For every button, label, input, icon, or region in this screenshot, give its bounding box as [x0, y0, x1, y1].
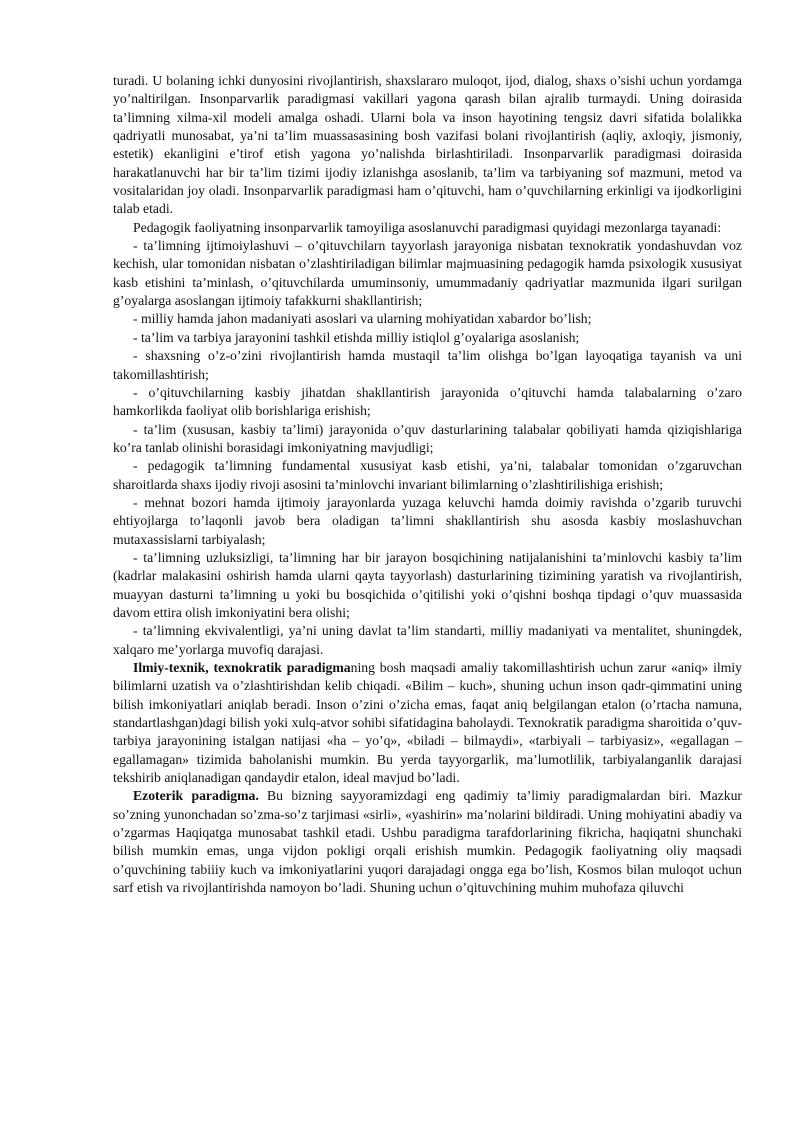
list-item: - milliy hamda jahon madaniyati asoslari va ularning mohiyatidan xabardor bo’lish; — [133, 311, 592, 327]
term-heading: Ilmiy-texnik, texnokratik paradigma — [133, 660, 351, 675]
list-item: - o’qituvchilarning kasbiy jihatdan shakllantirish jarayonida o’qituvchi hamda talabalarning o’zaro hamkorlikda faoliyat olib borishlariga erishish; — [113, 384, 742, 419]
paragraph-body: Bu bizning sayyoramizdagi eng qadimiy ta’limiy paradigmalardan biri. Mazkur so’zning yunonchadan so’zma-so’z tarjimasi «sirli», «yashirin» ma’nolarini bildiradi. Uning mohiyatini abadiy va o’zgarmas Haqiqatga munosabat tashkil etadi. Ushbu paradigma tarafdorlarining fikricha, haqiqatni shunchaki bilish mumkin emas, unga vijdon pokligi orqali erishish mumkin. Pedagogik faoliyatning oliy maqsadi o’quvchining tabiiiy kuch va imkoniyatlarini yuqori darajadagi ongga ega bo’lish, Kosmos bilan muloqot uchun sarf etish va rivojlantirishda namoyon bo’ladi. Shuning uchun o’qituvchining muhim muhofaza qiluvchi — [113, 788, 742, 896]
paragraph-criteria-intro: Pedagogik faoliyatning insonparvarlik tamoyiliga asoslanuvchi paradigmasi quyidagi mezonlarga tayanadi: — [133, 219, 722, 235]
term-heading: Ezoterik paradigma. — [133, 788, 259, 804]
list-item: - ta’limning ijtimoiylashuvi – o’qituvchilarn tayyorlash jarayoniga nisbatan texnokratik yondashuvdan voz kechish, ular tomonidan nisbatan o’zlashtiriladigan bilimlar majmuasining pedagogik hamda psixologik xususiyat kasb etishini ta’minlash, o’qituvchilarda umuminsoniy, umummadaniy qadriyatlar mazmunida ilgari surilgan g’oyalarga asoslangan ijtimoiy tafakkurni shakllantirish; — [113, 238, 742, 309]
list-item: - pedagogik ta’limning fundamental xususiyat kasb etishi, ya’ni, talabalar tomonidan o’zgaruvchan sharoitlarda shaxs ijodiy rivoji asosini ta’minlovchi invariant bilimlarning o’zlashtirilishiga erishish; — [113, 458, 742, 492]
list-item: - ta’limning uzluksizligi, ta’limning har bir jarayon bosqichining natijalanishini ta’minlovchi kasbiy ta’lim (kadrlar malakasini oshirish hamda ularni qayta tayyorlash) dasturlarining tizimining yaratish va rivojlantirish, muayyan dasturni ta’limning u yoki bu bosqichida o’qitilishi yoki o’qishni boshqa tipdagi o’quv muassasida davom ettira olish imkoniyatini bera olishi; — [113, 549, 742, 620]
list-item: - ta’lim va tarbiya jarayonini tashkil etishda milliy istiqlol g’oyalariga asoslanish; — [133, 329, 580, 345]
paragraph-body: ning bosh maqsadi amaliy takomillashtirish uchun zarur «aniq» ilmiy bilimlarni uzatish va o’zlashtirishdan kelib chiqadi. «Bilim – kuch», shuning uchun inson qadr-qimmatini uning bilish imkoniyatlari aniqlab beradi. Inson o’zini o’zicha emas, faqat aniq belgilangan etalon (o’rtacha namuna, standartlashgan)dagi bilish yoki xulq-atvor sohibi sifatidagina baholaydi. Texnokratik paradigma sharoitida o’quv-tarbiya jarayonining istalgan natijasi «ha – yo’q», «biladi – bilmaydi», «tarbiyali – tarbiyasiz», «egallagan – egallamagan» tizimida baholanishi mumkin. Bu yerda tayyorgarlik, ma’lumotlilik, tarbiyalanganlik darajasi tekshirib aniqlanadigan qandaydir etalon, ideal mavjud bo’ladi. — [113, 660, 742, 786]
list-item: - ta’limning ekvivalentligi, ya’ni uning davlat ta’lim standarti, milliy madaniyati va mentalitet, shuningdek, xalqaro me’yorlarga muvofiq darajasi. — [113, 623, 742, 657]
list-item: - shaxsning o’z-o’zini rivojlantirish hamda mustaqil ta’lim olishga bo’lgan layoqatiga tayanish va uni takomillashtirish; — [113, 348, 742, 382]
list-item: - mehnat bozori hamda ijtimoiy jarayonlarda yuzaga keluvchi hamda doimiy ravishda o’zgarib turuvchi ehtiyojlarga to’laqonli javob bera oladigan ta’limni shakllantirish shu asosda kasbiy moslashuvchan mutaxassislarni tarbiyalash; — [113, 494, 742, 547]
paragraph-technocratic — [113, 659, 742, 787]
list-item: - ta’lim (xususan, kasbiy ta’limi) jarayonida o’quv dasturlarining talabalar qobiliyati hamda qiziqishlariga ko’ra tanlab olinishi borasidagi imkoniyatning mavjudligi; — [113, 421, 742, 455]
paragraph-esoteric — [113, 787, 742, 897]
document-page — [113, 72, 742, 897]
paragraph-intro-continuation: turadi. U bolaning ichki dunyosini rivojlantirish, shaxslararo muloqot, ijod, dialog, shaxs o’sishi uchun yordamga yo’naltirilgan. Insonparvarlik paradigmasi vakillari yagona qarash bilan ajralib turmaydi. Uning doirasida ta’limning xilma-xil modeli amalga oshadi. Ularni bola va inson hayotining tengsiz davri sifatida bolalikka qadriyatli munosabat, ya’ni ta’lim muassasasining bosh vazifasi bolani rivojlantirish (aqliy, axloqiy, jismoniy, estetik) ekanligini e’tirof etish yagona yo’nalishda birlashtiriladi. Insonparvarlik paradigmasi doirasida harakatlanuvchi har bir ta’lim tizimi ijodiy izlanishga asoslanib, ta’lim va tarbiyaning sof mazmuni, metod va vositalaridan joy oladi. Insonparvarlik paradigmasi ham o’qituvchi, ham o’quvchilarning erkinligi va ijodkorligini talab etadi. — [113, 73, 742, 217]
